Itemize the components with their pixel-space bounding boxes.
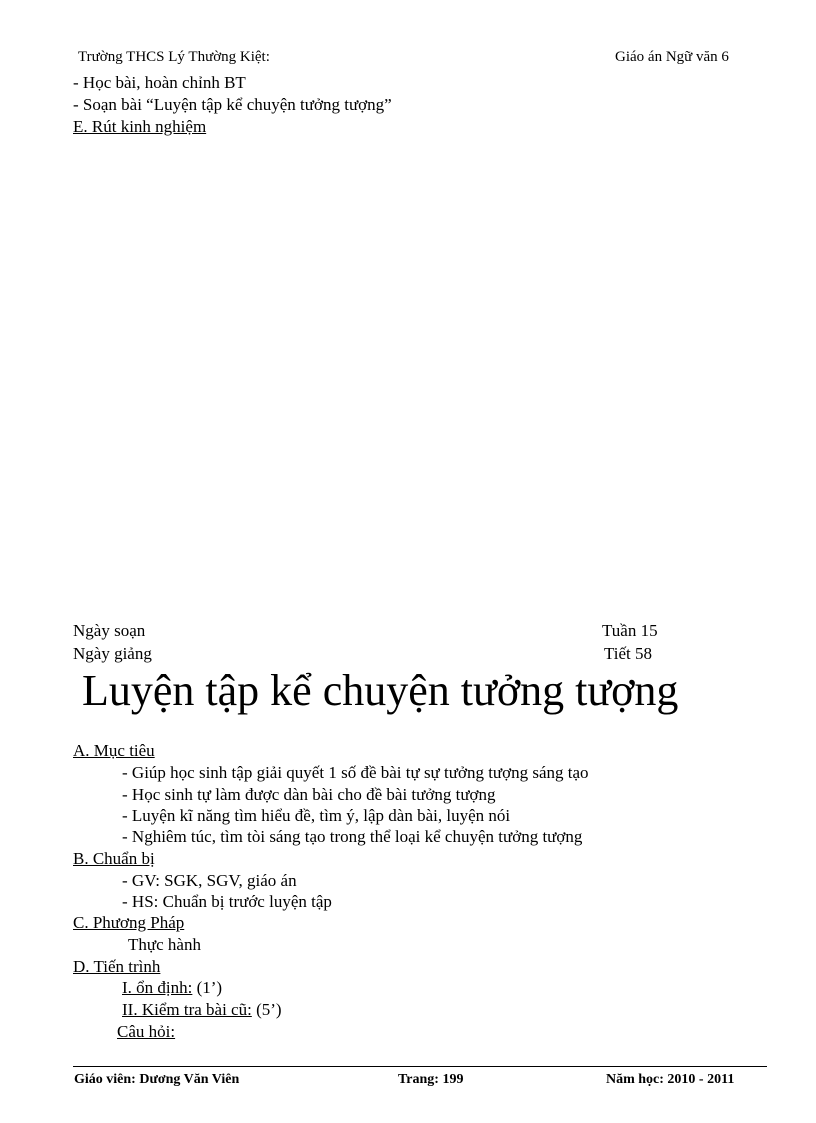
period-label: Tiết 58 [604,644,653,663]
procedure-step-1 [122,978,222,998]
objective-item: - Nghiêm túc, tìm tòi sáng tạo trong thể loại kể chuyện tưởng tượng [122,827,583,846]
section-objectives-heading: A. Mục tiêu [73,741,155,760]
experience-heading: E. Rút kinh nghiệm [73,117,207,136]
section-procedure-heading: D. Tiến trình [73,957,161,976]
footer-teacher: Giáo viên: Dương Văn Viên [74,1072,240,1087]
lesson-title: Luyện tập kể chuyện tưởng tượng [82,666,679,715]
objective-item: - Học sinh tự làm được dàn bài cho đề bài tưởng tượng [122,785,496,804]
homework-item: - Soạn bài “Luyện tập kể chuyện tưởng tượng” [73,95,392,114]
step-1-time: (1’) [192,978,223,997]
preparation-item: - GV: SGK, SGV, giáo án [122,871,297,890]
procedure-step-2 [122,1000,282,1020]
footer-divider [73,1066,767,1067]
objective-item: - Giúp học sinh tập giải quyết 1 số đề bài tự sự tưởng tượng sáng tạo [122,763,589,782]
homework-item: - Học bài, hoàn chỉnh BT [73,73,246,92]
objective-item: - Luyện kĩ năng tìm hiểu đề, tìm ý, lập dàn bài, luyện nói [122,806,511,825]
date-prepared: Ngày soạn [73,621,146,640]
footer-page: Trang: 199 [398,1072,464,1087]
week-label: Tuần 15 [602,621,658,640]
header-school: Trường THCS Lý Thường Kiệt: [78,49,270,65]
step-2-time: (5’) [251,1000,282,1019]
step-1-label: I. ổn định: [122,978,193,997]
preparation-item: - HS: Chuẩn bị trước luyện tập [122,892,332,911]
method-text: Thực hành [128,935,201,954]
question-label: Câu hỏi: [117,1022,176,1041]
section-preparation-heading: B. Chuẩn bị [73,849,155,868]
header-subject: Giáo án Ngữ văn 6 [615,49,729,65]
date-taught: Ngày giảng [73,644,152,663]
step-2-label: II. Kiểm tra bài cũ: [122,1000,252,1019]
footer-school-year: Năm học: 2010 - 2011 [606,1072,735,1087]
section-method-heading: C. Phương Pháp [73,913,185,932]
